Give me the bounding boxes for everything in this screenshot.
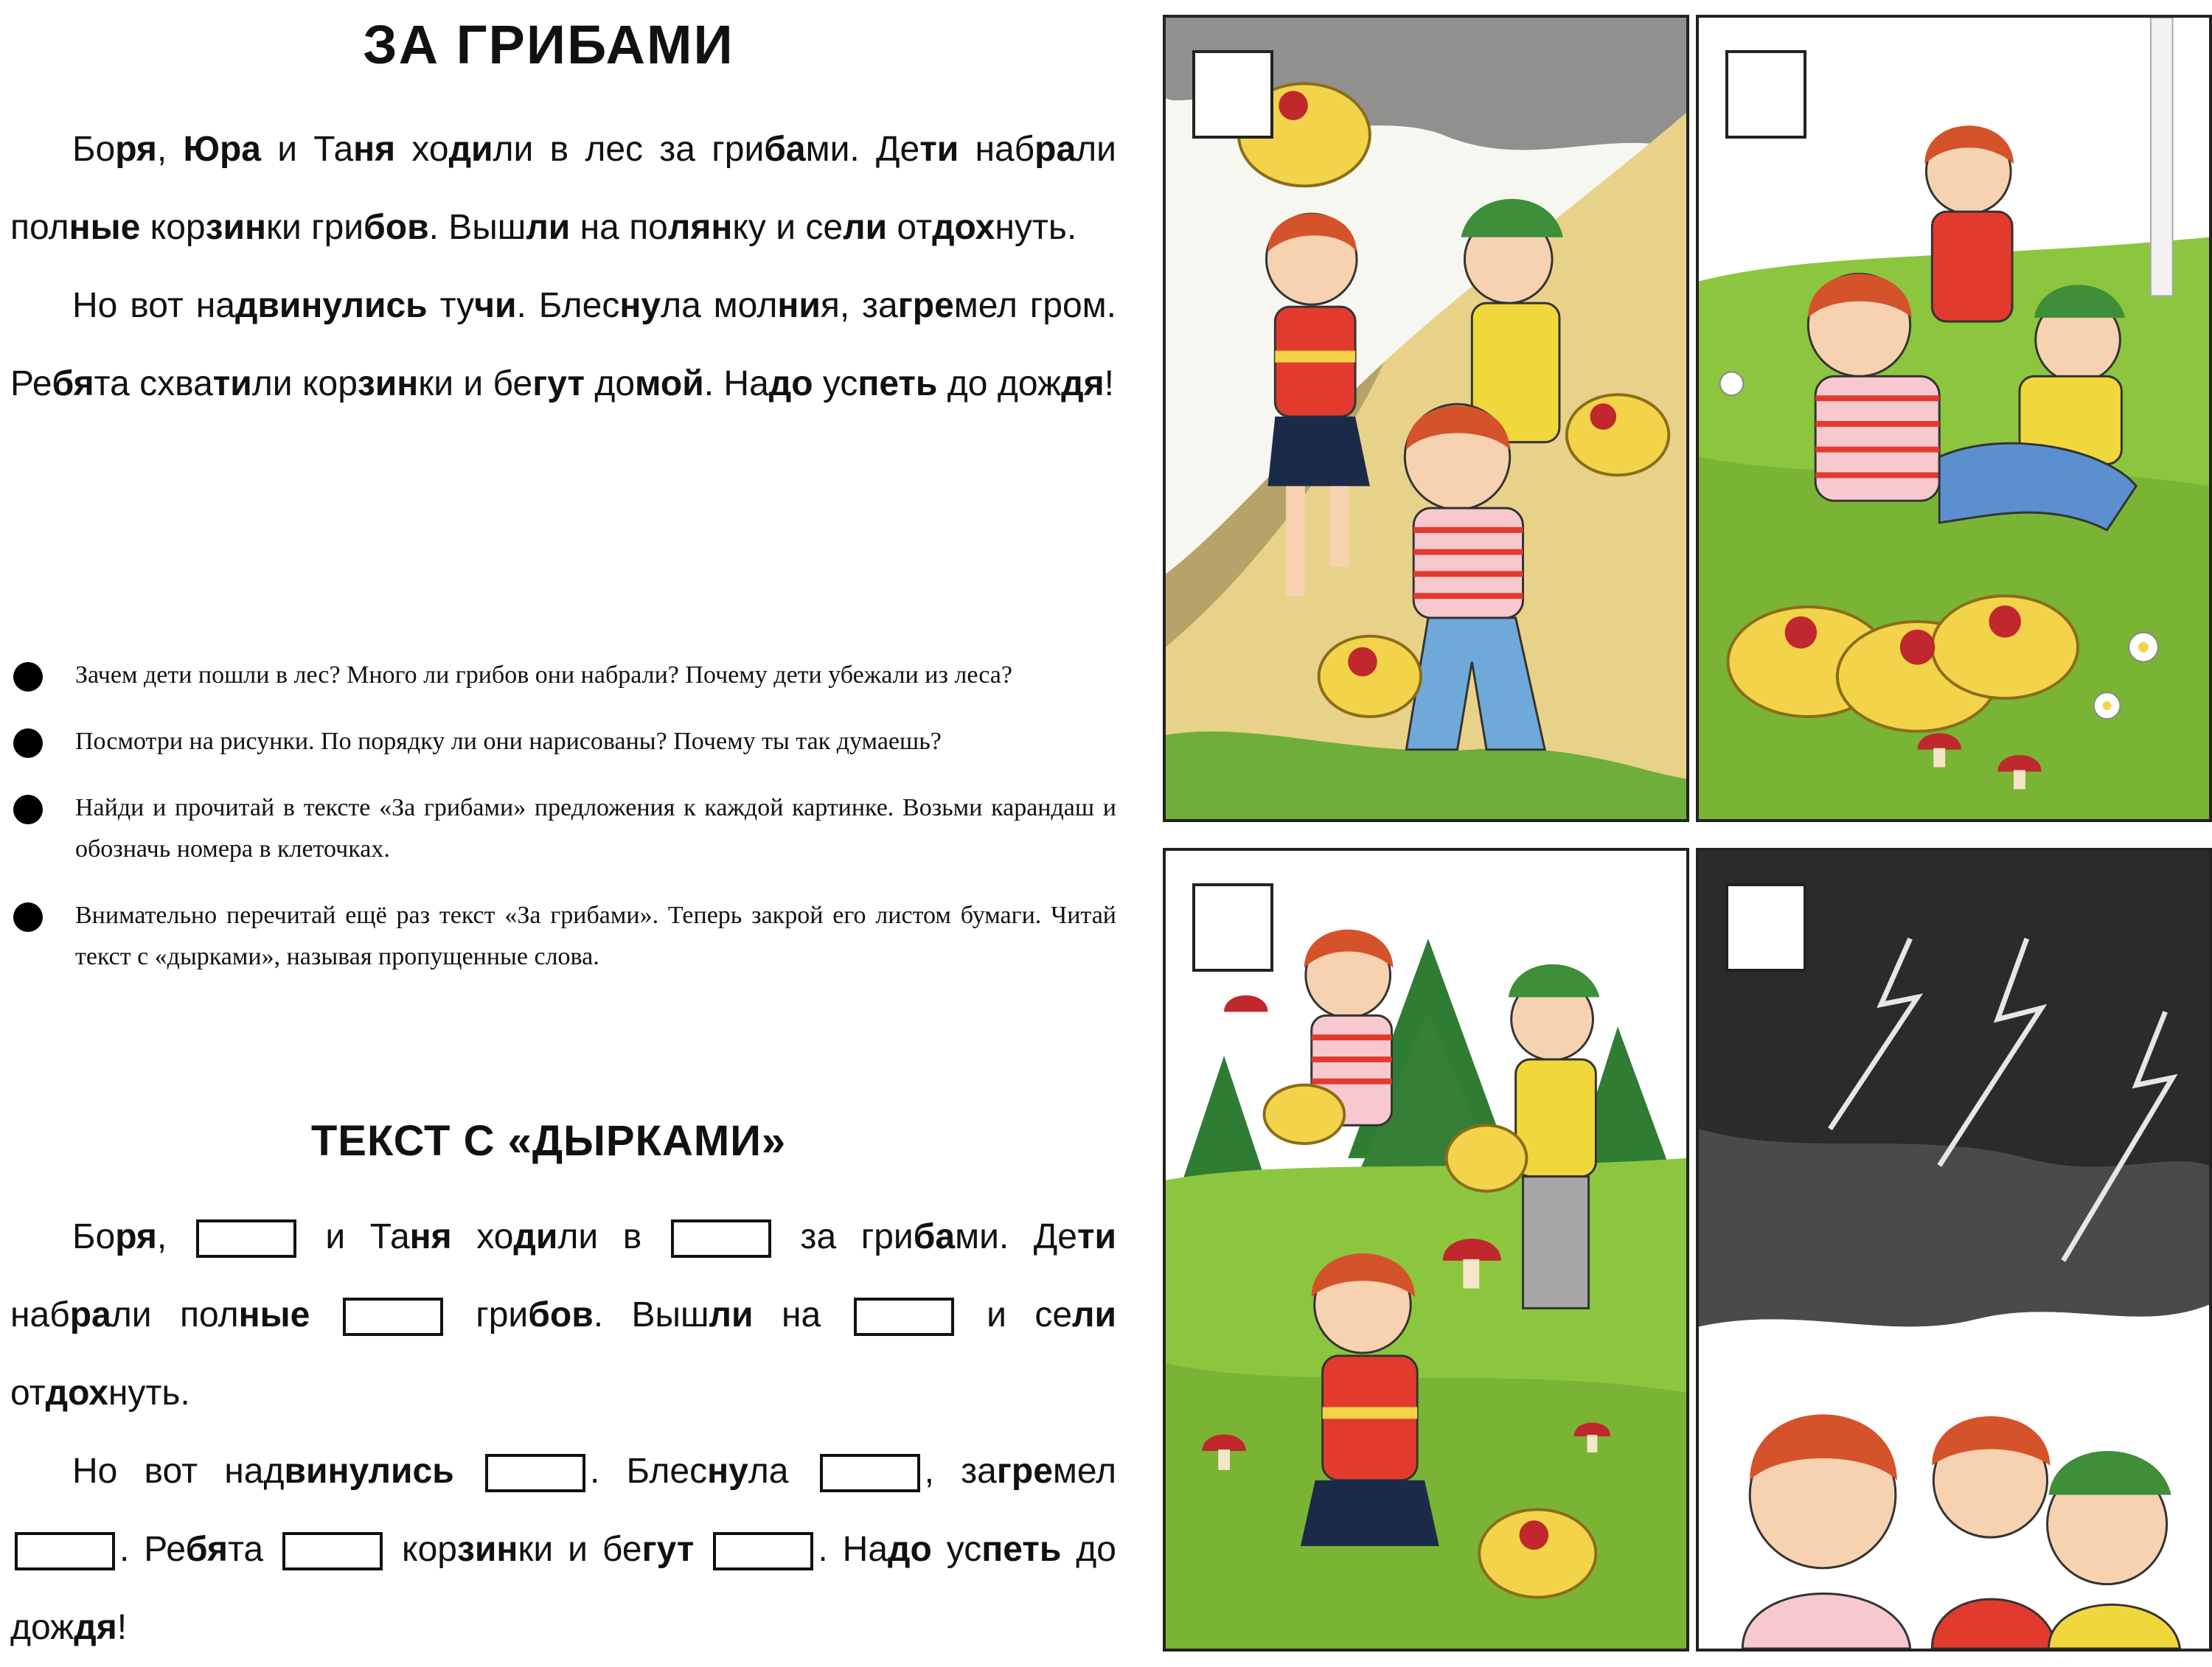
text-segment: дя	[74, 1608, 117, 1647]
text-segment: ли	[709, 1295, 754, 1334]
blank-word-box[interactable]	[196, 1219, 296, 1258]
text-segment: бов	[364, 208, 429, 247]
story-paragraph-2	[10, 267, 1116, 423]
text-segment: . Блес	[589, 1452, 708, 1491]
text-segment: ,	[156, 130, 184, 169]
text-segment: от	[10, 1374, 46, 1413]
picture-kids-gathering-mushrooms	[1163, 848, 1689, 1652]
text-segment: хо	[395, 130, 449, 169]
question-item: Внимательно перечитай ещё раз текст «За грибами». Теперь закрой его листом бумаги. Читай текст с «дырками», называя пропущенные слова.	[10, 895, 1116, 978]
text-segment: на по	[570, 208, 668, 247]
text-segment	[310, 1295, 338, 1334]
text-segment: Та	[313, 130, 354, 169]
text-segment: ли кор	[251, 364, 358, 403]
text-segment: ки и бе	[418, 364, 533, 403]
text-segment: ки и бе	[518, 1530, 642, 1569]
text-segment: ди	[448, 130, 493, 169]
text-segment: ту	[427, 286, 475, 325]
text-segment: ли пол	[10, 130, 1116, 247]
text-segment: гут	[532, 364, 585, 403]
text-segment: ну	[707, 1452, 748, 1491]
text-segment: ти	[919, 130, 959, 169]
text-segment: наб	[959, 130, 1035, 169]
text-segment: кор	[387, 1530, 457, 1569]
picture-kids-running-with-baskets	[1163, 15, 1689, 822]
text-segment: . Ре	[119, 1530, 186, 1569]
worksheet-text-column	[10, 0, 1116, 1659]
text-segment: ти	[212, 364, 252, 403]
text-segment: зин	[205, 208, 266, 247]
text-segment: зин	[357, 364, 419, 403]
text-segment: наб	[10, 1295, 70, 1334]
text-segment: нуть.	[108, 1374, 190, 1413]
text-segment: ли в лес за гри	[493, 130, 765, 169]
text-segment: двинулись	[234, 286, 428, 325]
text-segment: кор	[140, 208, 206, 247]
number-cell-3[interactable]	[1192, 883, 1273, 972]
text-segment: ус	[931, 1530, 982, 1569]
text-segment: ра	[1034, 130, 1077, 169]
gap-paragraph-1	[10, 1198, 1116, 1433]
text-segment: !	[1104, 364, 1114, 403]
text-segment: Юра	[183, 130, 261, 169]
text-segment: зин	[456, 1530, 518, 1569]
story-paragraph-1	[10, 111, 1116, 267]
blank-word-box[interactable]	[282, 1532, 383, 1570]
text-segment: , за	[924, 1452, 997, 1491]
text-segment: та схва	[94, 364, 213, 403]
text-segment: ,	[156, 1217, 192, 1256]
text-segment: бя	[52, 364, 94, 403]
blank-word-box[interactable]	[854, 1298, 954, 1336]
text-segment: от	[887, 208, 933, 247]
text-segment: нуть.	[995, 208, 1077, 247]
number-cell-1[interactable]	[1192, 50, 1273, 139]
text-segment: ми. Де	[805, 130, 920, 169]
text-segment: и	[261, 130, 314, 169]
text-segment: до	[768, 364, 813, 403]
text-segment: гре	[897, 286, 954, 325]
text-segment: ла	[748, 1452, 815, 1491]
gap-fill-text	[10, 1198, 1116, 1667]
text-segment: та	[227, 1530, 279, 1569]
text-segment: до	[584, 364, 636, 403]
text-segment: мел гром. Ре	[10, 286, 1117, 403]
text-segment: я, за	[820, 286, 898, 325]
text-segment: . Блес	[516, 286, 620, 325]
blank-word-box[interactable]	[343, 1298, 443, 1336]
text-segment: дох	[45, 1374, 108, 1413]
text-segment: ус	[813, 364, 858, 403]
gap-paragraph-2	[10, 1433, 1116, 1667]
number-cell-2[interactable]	[1725, 50, 1806, 139]
text-segment: ди	[513, 1217, 558, 1256]
question-item: Посмотри на рисунки. По порядку ли они нарисованы? Почему ты так думаешь?	[10, 721, 1116, 762]
text-segment: ня	[353, 130, 396, 169]
text-segment: Но вот на	[72, 286, 235, 325]
text-segment: за гри	[775, 1217, 914, 1256]
number-cell-4[interactable]	[1725, 883, 1806, 972]
text-segment: ра	[69, 1295, 111, 1334]
text-segment: на	[753, 1295, 849, 1334]
text-segment: ли в	[557, 1217, 667, 1256]
text-segment: ба	[764, 130, 806, 169]
text-segment: . Выш	[593, 1295, 709, 1334]
blank-word-box[interactable]	[15, 1532, 115, 1570]
question-item: Зачем дети пошли в лес? Много ли грибов они набрали? Почему дети убежали из леса?	[10, 655, 1116, 696]
text-segment: ми. Де	[955, 1217, 1078, 1256]
text-segment: ти	[1077, 1217, 1117, 1256]
text-segment: до дож	[10, 1530, 1117, 1647]
text-segment: ня	[409, 1217, 452, 1256]
text-segment: . Выш	[428, 208, 526, 247]
text-segment: ку и се	[732, 208, 844, 247]
text-segment: ли	[843, 208, 888, 247]
blank-word-box[interactable]	[820, 1454, 920, 1492]
text-segment: !	[116, 1608, 128, 1647]
text-segment: бя	[185, 1530, 228, 1569]
text-segment: мой	[635, 364, 704, 403]
text-segment: ба	[913, 1217, 956, 1256]
text-segment: и Та	[300, 1217, 410, 1256]
text-segment: дя	[1061, 364, 1105, 403]
text-segment: петь	[858, 364, 938, 403]
girl-sitting-figure	[1924, 125, 2014, 321]
text-segment: ли пол	[111, 1295, 239, 1334]
text-segment: хо	[451, 1217, 514, 1256]
text-segment: до	[888, 1530, 932, 1569]
section-subtitle: ТЕКСТ С «ДЫРКАМИ»	[310, 1117, 787, 1165]
text-segment: Но вот над	[72, 1452, 285, 1491]
blank-word-box[interactable]	[713, 1532, 813, 1570]
text-segment: . На	[703, 364, 769, 403]
blank-word-box[interactable]	[671, 1219, 771, 1258]
text-segment: Бо	[72, 130, 116, 169]
text-segment: ные	[69, 208, 141, 247]
picture-kids-resting-in-glade	[1696, 15, 2212, 822]
picture-kids-looking-at-storm	[1696, 848, 2212, 1652]
text-segment: ря	[115, 130, 157, 169]
text-segment: ря	[115, 1217, 157, 1256]
boy-striped-looking-up	[1742, 1414, 1910, 1649]
text-segment: ли	[526, 208, 571, 247]
text-segment: ли	[1072, 1295, 1117, 1334]
text-segment: . На	[818, 1530, 888, 1569]
text-segment: гре	[996, 1452, 1053, 1491]
text-segment: ные	[238, 1295, 310, 1334]
question-list	[10, 655, 1116, 1003]
blank-word-box[interactable]	[485, 1454, 585, 1492]
question-item: Найди и прочитай в тексте «За грибами» предложения к каждой картинке. Возьми карандаш и обозначь номера в клеточках.	[10, 787, 1116, 870]
text-segment: ну	[619, 286, 661, 325]
text-segment: дох	[932, 208, 995, 247]
text-segment: бов	[528, 1295, 594, 1334]
text-segment: чи	[474, 286, 517, 325]
text-segment: лян	[667, 208, 733, 247]
text-segment: гут	[641, 1530, 695, 1569]
boy-green-cap-looking-up	[2048, 1451, 2180, 1649]
text-segment: ки гри	[265, 208, 364, 247]
story-text	[10, 111, 1116, 423]
text-segment	[694, 1530, 709, 1569]
page-title: ЗА ГРИБАМИ	[363, 14, 734, 75]
text-segment	[454, 1452, 481, 1491]
text-segment: и се	[958, 1295, 1073, 1334]
text-segment: мел	[1052, 1452, 1116, 1491]
text-segment: ни	[777, 286, 821, 325]
text-segment: Бо	[72, 1217, 116, 1256]
text-segment: ла мол	[661, 286, 778, 325]
text-segment: гри	[447, 1295, 529, 1334]
text-segment: винулись	[284, 1452, 454, 1491]
text-segment: петь	[981, 1530, 1062, 1569]
text-segment: до дож	[937, 364, 1062, 403]
